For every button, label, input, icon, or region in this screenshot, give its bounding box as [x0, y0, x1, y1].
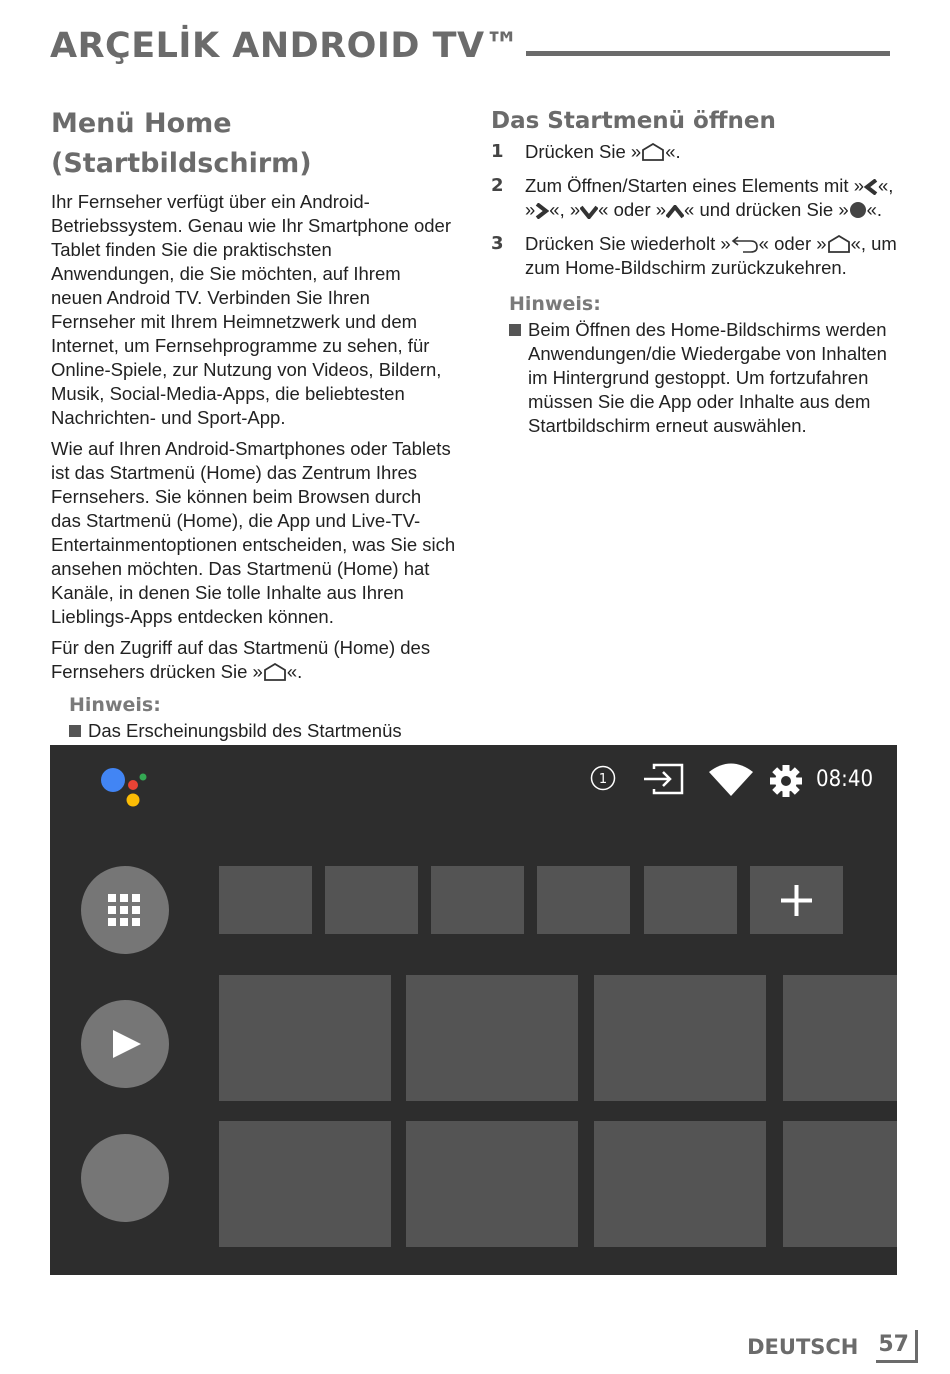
arrow-right-icon	[535, 203, 549, 219]
favorite-app-tile[interactable]	[431, 866, 524, 934]
right-column	[491, 106, 901, 438]
add-app-tile[interactable]	[750, 866, 843, 934]
paragraph-3	[51, 636, 456, 684]
paragraph-3-end: «.	[286, 661, 303, 682]
note-label: Hinweis:	[509, 293, 601, 315]
content-tile[interactable]	[783, 975, 897, 1101]
back-icon	[731, 235, 759, 253]
content-tile[interactable]	[406, 975, 578, 1101]
favorite-app-tile[interactable]	[219, 866, 312, 934]
step-2-end: «.	[866, 199, 883, 220]
content-tile[interactable]	[406, 1121, 578, 1247]
arrow-left-icon	[864, 179, 878, 195]
paragraph-3-text: Für den Zugriff auf das Startmenü (Home) des Fernsehers drücken Sie »	[51, 637, 431, 682]
step-2	[491, 174, 901, 222]
step-3-text: Drücken Sie wiederholt »	[525, 233, 731, 254]
note-label: Hinweis:	[69, 694, 161, 716]
tv-home-screen	[50, 745, 897, 1275]
bullet-square-icon	[69, 725, 81, 737]
favorite-app-tile[interactable]	[537, 866, 630, 934]
arrow-down-icon	[580, 205, 598, 219]
step-2-sep: « oder »	[598, 199, 667, 220]
step-number: 1	[491, 141, 504, 162]
step-2-sep: «, »	[549, 199, 581, 220]
step-1	[491, 140, 901, 164]
content-tile[interactable]	[783, 1121, 897, 1247]
apps-icon	[108, 894, 141, 927]
step-1-end: «.	[665, 141, 681, 162]
step-2-sep: « und drücken Sie »	[684, 199, 849, 220]
channel-button[interactable]	[81, 1134, 169, 1222]
ok-button-icon	[849, 201, 867, 219]
step-number: 3	[491, 233, 504, 254]
content-tile[interactable]	[219, 1121, 391, 1247]
left-column	[51, 104, 456, 791]
play-icon	[112, 1029, 142, 1059]
note-item	[509, 318, 901, 438]
content-tile[interactable]	[594, 1121, 766, 1247]
favorite-app-tile[interactable]	[644, 866, 737, 934]
note-text: Beim Öffnen des Home-Bildschirms werden Anwendungen/die Wiedergabe von Inhalten im Hintergrund gestoppt. Um fortzufahren müssen Sie die App oder Inhalte aus dem Startbildschirm erneut auswählen.	[528, 319, 887, 436]
step-3-sep: « oder »	[758, 233, 827, 254]
home-icon	[263, 663, 287, 681]
home-icon	[641, 143, 665, 161]
clock: 08:40	[816, 767, 874, 792]
content-tile[interactable]	[219, 975, 391, 1101]
input-source-icon[interactable]	[642, 763, 684, 795]
paragraph-2: Wie auf Ihren Android-Smartphones oder Tablets ist das Startmenü (Home) das Zentrum Ihres Fernsehers. Sie können beim Browsen durch das Startmenü (Home), die App und Live-TV-Entertainmentoptionen entscheiden, was Sie sich ansehen möchten. Das Startmenü (Home) hat Kanäle, in denen Sie tolle Inhalte aus Ihren Lieblings-Apps entdecken können.	[51, 438, 456, 627]
note-text: Das Erscheinungsbild des Startmenüs	[88, 720, 402, 741]
content-tile[interactable]	[594, 975, 766, 1101]
section-title: Menü Home (Startbildschirm)	[51, 108, 312, 179]
favorite-app-tile[interactable]	[325, 866, 418, 934]
footer-language: DEUTSCH	[747, 1334, 859, 1359]
apps-button[interactable]	[81, 866, 169, 954]
play-button[interactable]	[81, 1000, 169, 1088]
page-header	[50, 22, 890, 66]
wifi-icon[interactable]	[708, 763, 754, 797]
subsection-title: Das Startmenü öffnen	[491, 108, 776, 134]
step-3	[491, 232, 901, 280]
home-icon	[827, 235, 851, 253]
paragraph-1: Ihr Fernseher verfügt über ein Android-Betriebssystem. Genau wie Ihr Smartphone oder Tablet finden Sie die praktischsten Anwendungen, die Sie möchten, auf Ihrem neuen Android TV. Verbinden Sie Ihren Fernseher mit Ihrem Heimnetzwerk und dem Internet, um Fernsehprogramme zu sehen, für Online-Spiele, zur Nutzung von Videos, Bildern, Musik, Social-Media-Apps, die beliebtesten Nachrichten- und Sport-App.	[51, 191, 451, 428]
arrow-up-icon	[666, 205, 684, 219]
header-rule	[526, 51, 890, 56]
google-assistant-icon[interactable]	[100, 765, 150, 811]
step-number: 2	[491, 175, 504, 196]
bullet-square-icon	[509, 324, 521, 336]
settings-icon[interactable]	[769, 764, 803, 798]
page-footer	[747, 1330, 918, 1363]
step-2-sep: «, »	[525, 175, 894, 220]
page-number: 57	[876, 1330, 918, 1363]
step-3-end: «, um zum Home-Bildschirm zurückzukehren.	[525, 233, 897, 278]
step-2-text: Zum Öffnen/Starten eines Elements mit »	[525, 175, 864, 196]
notification-count: 1	[598, 772, 608, 787]
notification-icon[interactable]	[590, 765, 616, 791]
add-icon	[780, 884, 813, 917]
brand-title: ARÇELİK ANDROID TV™	[50, 26, 521, 66]
step-1-text: Drücken Sie »	[525, 141, 642, 162]
